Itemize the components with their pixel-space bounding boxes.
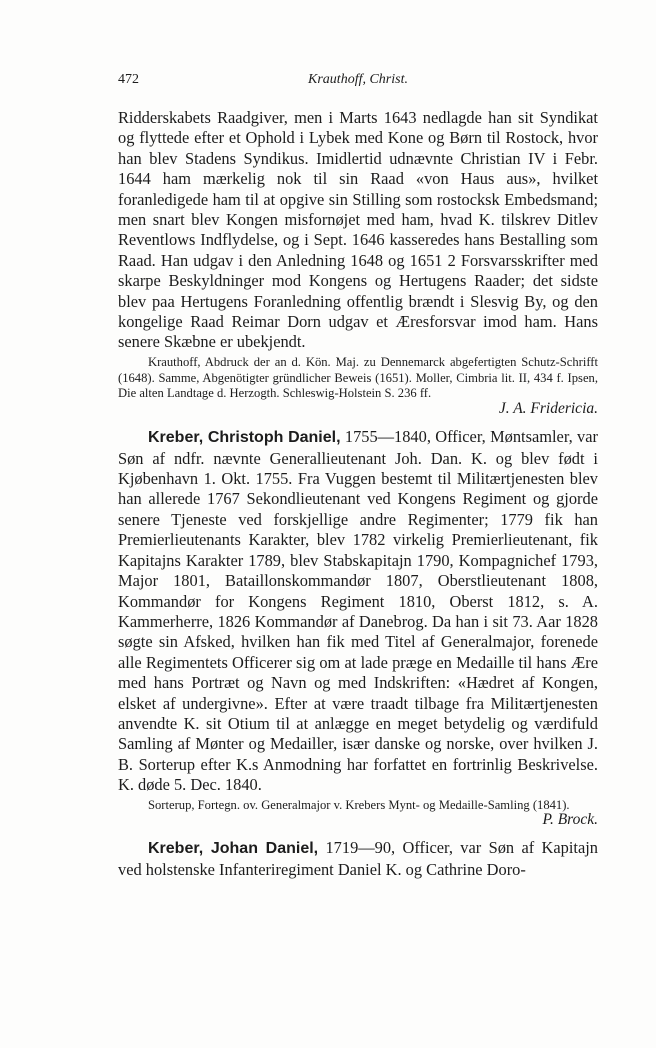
entry-krauthoff bbox=[118, 108, 598, 419]
entry-headword: Kreber, Johan Daniel, bbox=[148, 840, 319, 858]
entry-body: 1755—1840, Officer, Møntsamler, var Søn af ndfr. nævnte Generallieutenant Joh. Dan. K. og blev født i Kjøbenhavn 1. Okt. 1755. Fra Vuggen bestemt til Militærtjenesten blev han allerede 1767 Sekondlieutenant ved Kongens Regiment og gjorde senere Tjeneste ved forskjellige andre Regimenter; 1779 fik han Premierlieutenants Karakter, blev 1782 virkelig Premierlieutenant, fik Kapitajns Karakter 1789, blev Stabskapitajn 1790, Kompagnichef 1793, Major 1801, Bataillonskommandør 1807, Oberstlieutenant 1808, Kommandør for Kongens Regiment 1810, Oberst 1812, s. A. Kammerherre, 1826 Kommandør af Danebrog. Da han i sit 73. Aar 1828 søgte sin Afsked, hvilken han fik med Titel af Generalmajor, forenede alle Regimentets Officerer sig om at lade præge en Medaille til hans Ære med hans Portræt og Navn og med Indskriften: «Hædret af Kongen, elsket af undergivne». Efter at være traadt tilbage fra Militærtjenesten anvendte K. sit Otium til at anlægge en meget betydelig og værdifuld Samling af Mønter og Medailler, især danske og norske, over hvilken J. B. Sorterup efter K.s Anmodning har forfattet en fortrinlig Beskrivelse. K. døde 5. Dec. 1840. bbox=[118, 427, 598, 795]
entry-author: J. A. Fridericia. bbox=[498, 400, 598, 418]
running-title: Krauthoff, Christ. bbox=[308, 72, 408, 87]
entry-text bbox=[118, 427, 598, 795]
entry-references: Sorterup, Fortegn. ov. Generalmajor v. Krebers Mynt- og Medaille-Samling (1841). bbox=[148, 797, 570, 812]
entry-body: 1719—90, Officer, var Søn af Kapitajn ved holstenske Infanteriregiment Daniel K. og Cathrine Doro- bbox=[118, 838, 598, 879]
page-number: 472 bbox=[118, 72, 139, 87]
page-header bbox=[118, 72, 598, 92]
entry-kreber-christoph-daniel bbox=[118, 427, 598, 830]
entry-headword: Kreber, Christoph Daniel, bbox=[148, 429, 341, 447]
entry-continuation-text: Ridderskabets Raadgiver, men i Marts 1643 nedlagde han sit Syndikat og flyttede efter et Ophold i Lybek med Kone og Børn til Rostock, hvor han blev Stadens Syndikus. Imidlertid udnævnte Christian IV i Febr. 1644 ham mærkelig nok til sin Raad «von Haus aus», hvilket foranledigede ham til at opgive sin Stilling som rostocksk Embedsmand; men snart blev Kongen misfornøjet med ham, hvad K. tilskrev Ditlev Reventlows Indflydelse, og i Sept. 1646 kasseredes hans Bestalling som Raad. Han udgav i den Anledning 1648 og 1651 2 Forsvarsskrifter med skarpe Beskyldninger mod Kongens og Hertugens Raader; det sidste blev paa Hertugens Foranledning offentlig brændt i Slesvig By, og den kongelige Raad Reimar Dorn udgav et Æresforsvar imod ham. Hans senere Skæbne er ubekjendt. bbox=[118, 108, 598, 352]
entry-kreber-johan-daniel bbox=[118, 838, 598, 880]
entry-author: P. Brock. bbox=[542, 811, 598, 829]
entry-text bbox=[118, 838, 598, 880]
entry-references: Krauthoff, Abdruck der an d. Kön. Maj. zu Dennemarck abgefertigten Schutz-Schrifft (1648). Samme, Abgenötigter gründlicher Beweis (1651). Moller, Cimbria lit. II, 434 f. Ipsen, Die alten Landtage d. Herzogth. Schleswig-Holstein S. 236 ff. bbox=[118, 354, 598, 401]
page-body bbox=[118, 108, 598, 880]
